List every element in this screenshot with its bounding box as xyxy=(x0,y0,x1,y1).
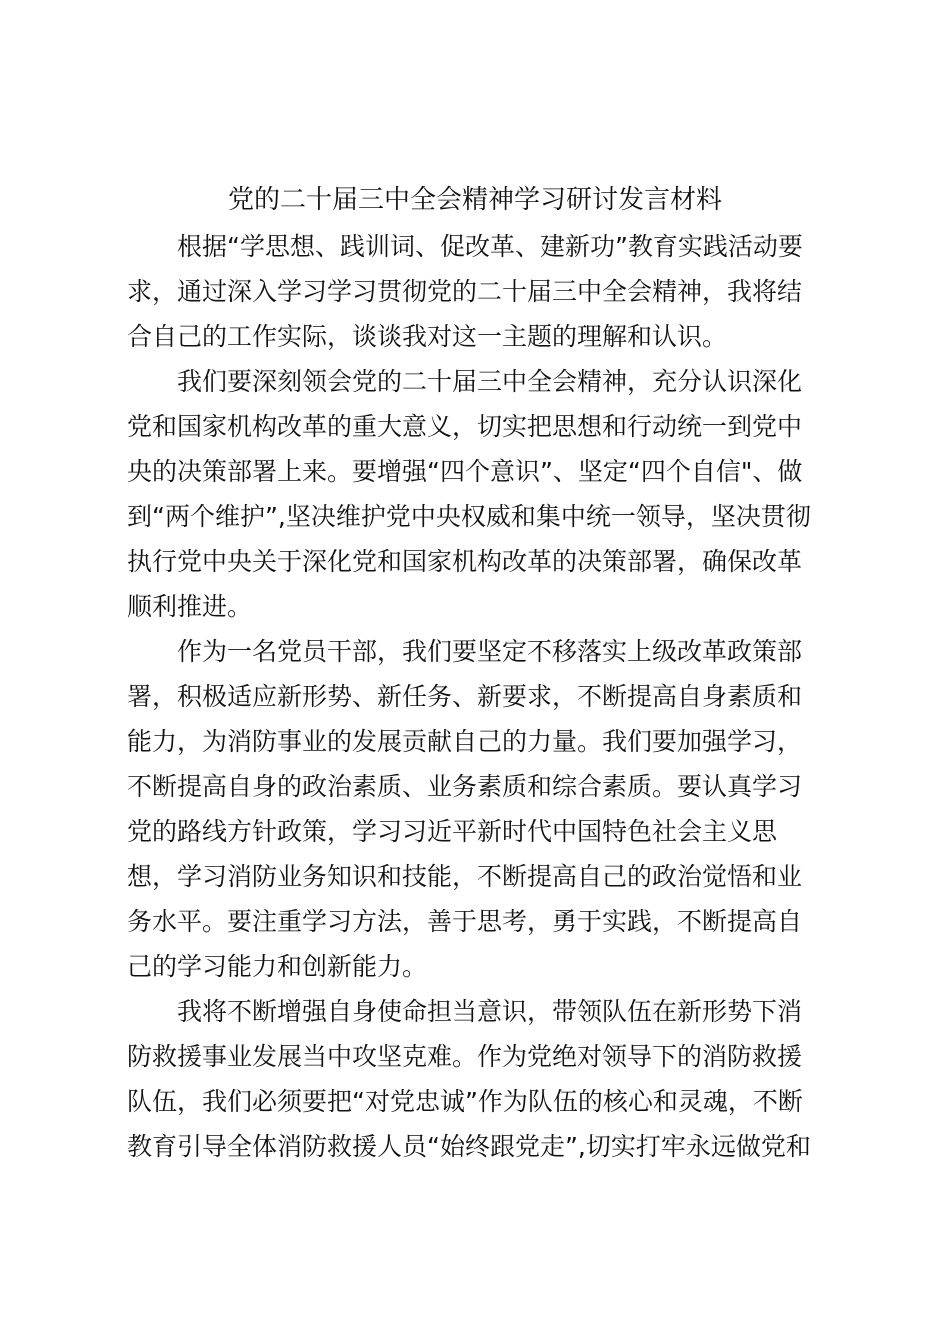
text-line: 务水平。要注重学习方法，善于思考，勇于实践，不断提高自 xyxy=(127,907,803,936)
text-line: 到“两个维护”,坚决维护党中央权威和集中统一领导，坚决贯彻 xyxy=(127,502,811,531)
text-line: 执行党中央关于深化党和国家机构改革的决策部署，确保改革 xyxy=(127,547,803,576)
text-line: 合自己的工作实际，谈谈我对这一主题的理解和认识。 xyxy=(127,322,728,351)
document-title: 党的二十届三中全会精神学习研讨发言材料 xyxy=(227,185,722,215)
text-line: 根据“学思想、践训词、促改革、建新功”教育实践活动要 xyxy=(177,232,803,261)
text-line: 想，学习消防业务知识和技能，不断提高自己的政治觉悟和业 xyxy=(127,862,803,891)
text-line: 党和国家机构改革的重大意义，切实把思想和行动统一到党中 xyxy=(127,412,803,441)
text-line: 队伍，我们必须要把“对党忠诚”作为队伍的核心和灵魂，不断 xyxy=(127,1087,803,1116)
text-line: 署，积极适应新形势、新任务、新要求，不断提高自身素质和 xyxy=(127,682,803,711)
text-line: 作为一名党员干部，我们要坚定不移落实上级改革政策部 xyxy=(177,637,803,666)
text-line: 防救援事业发展当中攻坚克难。作为党绝对领导下的消防救援 xyxy=(127,1042,803,1071)
text-line: 能力，为消防事业的发展贡献自己的力量。我们要加强学习， xyxy=(127,727,803,756)
text-line: 不断提高自身的政治素质、业务素质和综合素质。要认真学习 xyxy=(127,772,803,801)
text-line: 己的学习能力和创新能力。 xyxy=(127,952,428,981)
text-line: 顺利推进。 xyxy=(127,592,253,621)
text-line: 我们要深刻领会党的二十届三中全会精神，充分认识深化 xyxy=(177,367,803,396)
text-line: 央的决策部署上来。要增强“四个意识”、坚定“四个自信"、做 xyxy=(127,457,803,486)
text-line: 我将不断增强自身使命担当意识，带领队伍在新形势下消 xyxy=(177,997,803,1026)
text-line: 求，通过深入学习学习贯彻党的二十届三中全会精神，我将结 xyxy=(127,277,803,306)
text-line: 教育引导全体消防救援人员“始终跟党走”,切实打牢永远做党和 xyxy=(127,1132,811,1161)
text-line: 党的路线方针政策，学习习近平新时代中国特色社会主义思 xyxy=(127,817,778,846)
